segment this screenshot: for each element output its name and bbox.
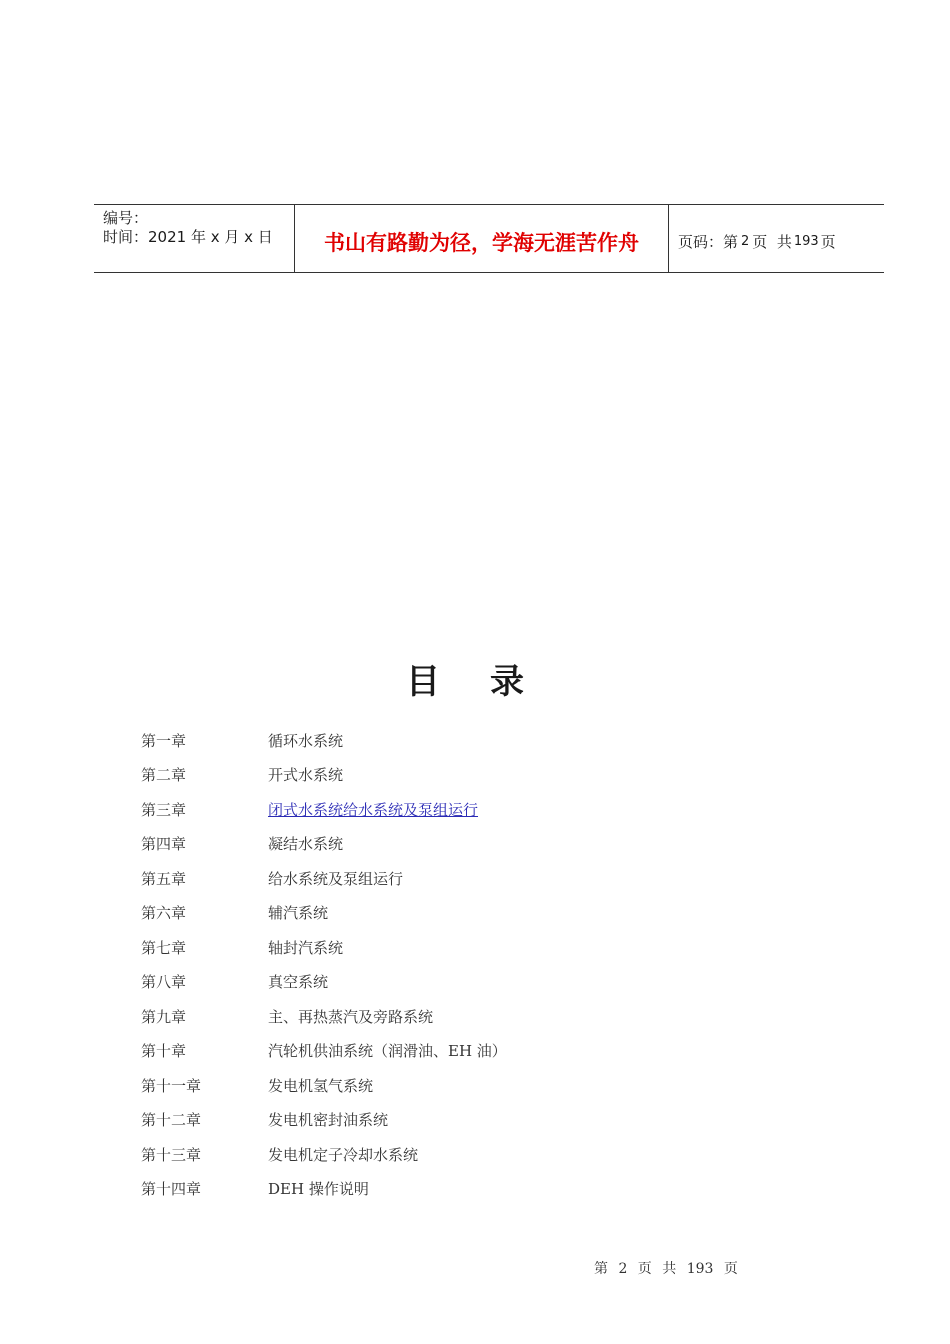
page-mid: 页 共 bbox=[752, 233, 792, 251]
toc-chapter-name: 汽轮机供油系统（润滑油、EH 油） bbox=[268, 1042, 507, 1061]
table-of-contents bbox=[141, 723, 741, 1206]
toc-chapter-name: 发电机定子冷却水系统 bbox=[268, 1145, 419, 1164]
time-label: 时间：2021 年 x 月 x 日 bbox=[103, 228, 273, 246]
toc-chapter-label: 第十四章 bbox=[141, 1180, 202, 1199]
toc-entry bbox=[141, 1137, 741, 1172]
header-meta-cell bbox=[94, 205, 295, 272]
toc-chapter-name: 凝结水系统 bbox=[268, 835, 344, 854]
page-suffix: 页 bbox=[820, 233, 836, 251]
header-motto-cell bbox=[295, 205, 669, 272]
page-number: 2 bbox=[741, 234, 750, 249]
toc-entry bbox=[141, 896, 741, 931]
toc-chapter-name: 开式水系统 bbox=[268, 766, 344, 785]
toc-chapter-label: 第一章 bbox=[141, 731, 187, 750]
toc-chapter-name: DEH 操作说明 bbox=[268, 1180, 369, 1199]
toc-chapter-label: 第七章 bbox=[141, 938, 187, 957]
header-page-cell bbox=[669, 205, 884, 272]
toc-entry bbox=[141, 999, 741, 1034]
toc-entry bbox=[141, 827, 741, 862]
page-total: 193 bbox=[793, 234, 819, 249]
toc-chapter-label: 第三章 bbox=[141, 800, 187, 819]
toc-chapter-label: 第十三章 bbox=[141, 1145, 202, 1164]
toc-chapter-name: 给水系统及泵组运行 bbox=[268, 869, 404, 888]
toc-chapter-label: 第四章 bbox=[141, 835, 187, 854]
toc-title: 目录 bbox=[406, 662, 574, 702]
toc-chapter-name: 主、再热蒸汽及旁路系统 bbox=[268, 1007, 434, 1026]
toc-entry bbox=[141, 1034, 741, 1069]
toc-entry bbox=[141, 1172, 741, 1207]
toc-chapter-name: 轴封汽系统 bbox=[268, 938, 344, 957]
toc-chapter-label: 第六章 bbox=[141, 904, 187, 923]
toc-chapter-name: 辅汽系统 bbox=[268, 904, 329, 923]
page-prefix: 页码：第 bbox=[678, 233, 739, 251]
toc-entry bbox=[141, 861, 741, 896]
toc-chapter-name: 循环水系统 bbox=[268, 731, 344, 750]
toc-entry bbox=[141, 965, 741, 1000]
toc-chapter-label: 第二章 bbox=[141, 766, 187, 785]
toc-chapter-label: 第十一章 bbox=[141, 1076, 202, 1095]
page-footer: 第 2 页 共 193 页 bbox=[594, 1261, 738, 1277]
page-header-table bbox=[94, 204, 884, 273]
toc-chapter-label: 第五章 bbox=[141, 869, 187, 888]
toc-entry bbox=[141, 930, 741, 965]
toc-chapter-name: 发电机密封油系统 bbox=[268, 1111, 389, 1130]
toc-entry bbox=[141, 723, 741, 758]
toc-chapter-name: 真空系统 bbox=[268, 973, 329, 992]
toc-chapter-label: 第八章 bbox=[141, 973, 187, 992]
toc-chapter-label: 第十章 bbox=[141, 1042, 187, 1061]
toc-chapter-name: 发电机氢气系统 bbox=[268, 1076, 374, 1095]
toc-chapter-label: 第十二章 bbox=[141, 1111, 202, 1130]
toc-entry bbox=[141, 1068, 741, 1103]
toc-chapter-label: 第九章 bbox=[141, 1007, 187, 1026]
motto-text: 书山有路勤为径，学海无涯苦作舟 bbox=[324, 230, 639, 255]
toc-chapter-link[interactable]: 闭式水系统给水系统及泵组运行 bbox=[268, 800, 479, 819]
number-label: 编号： bbox=[103, 209, 149, 227]
toc-entry bbox=[141, 758, 741, 793]
toc-entry bbox=[141, 1103, 741, 1138]
toc-entry[interactable] bbox=[141, 792, 741, 827]
